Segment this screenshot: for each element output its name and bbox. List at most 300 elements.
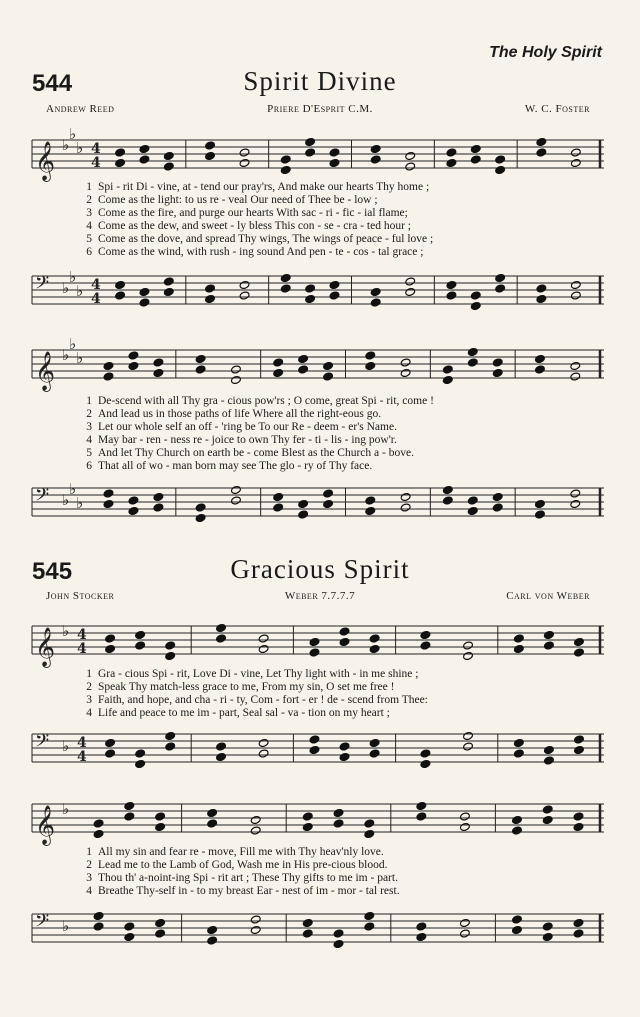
note-head: [302, 929, 313, 938]
note-head: [492, 368, 503, 377]
hymn-composer: Carl von Weber: [506, 590, 590, 602]
note-head: [329, 280, 340, 289]
note-head: [446, 158, 457, 167]
note-head: [495, 284, 506, 293]
note-head: [155, 918, 166, 927]
note-head: [128, 351, 139, 360]
note-head: [459, 812, 470, 821]
treble-clef-icon: 𝄞: [35, 627, 56, 667]
note-head: [542, 922, 553, 931]
bass-staff: [32, 900, 604, 960]
verse-text: All my sin and fear re - move, Fill me with Thy heav'nly love.: [98, 846, 384, 858]
note-head: [370, 144, 381, 153]
note-head: [470, 301, 481, 310]
time-signature-top: 4: [91, 277, 101, 293]
note-head: [570, 158, 581, 167]
note-head: [305, 137, 316, 146]
verse-text: Speak Thy match-less grace to me, From my sin, O set me free !: [98, 681, 395, 693]
note-head: [400, 368, 411, 377]
note-head: [93, 922, 104, 931]
note-head: [309, 745, 320, 754]
flat-icon: ♭: [76, 139, 84, 157]
note-head: [513, 738, 524, 747]
treble-staff: [32, 126, 604, 186]
note-head: [370, 155, 381, 164]
verse-number: 3: [86, 207, 92, 219]
section-header: The Holy Spirit: [489, 44, 602, 61]
note-head: [534, 510, 545, 519]
note-head: [309, 735, 320, 744]
note-head: [216, 623, 227, 632]
verse-number: 1: [86, 668, 92, 680]
note-head: [463, 742, 474, 751]
verse-number: 4: [86, 434, 92, 446]
note-head: [467, 506, 478, 515]
note-head: [124, 801, 135, 810]
note-head: [115, 291, 126, 300]
note-head: [135, 641, 146, 650]
flat-icon: ♭: [62, 136, 70, 154]
note-head: [512, 815, 523, 824]
verse-number: 3: [86, 872, 92, 884]
note-head: [574, 637, 585, 646]
note-head: [153, 503, 164, 512]
verse-text: Come as the dove, and spread Thy wings, The wings of peace - ful love ;: [98, 233, 434, 245]
verse-number: 2: [86, 681, 92, 693]
flat-icon: ♭: [69, 268, 77, 286]
flat-icon: ♭: [62, 800, 70, 818]
note-head: [364, 922, 375, 931]
note-head: [323, 499, 334, 508]
note-head: [309, 648, 320, 657]
verse-text: Thou th' a-noint-ing Spi - rit art ; These Thy gifts to me im - part.: [98, 872, 398, 884]
note-head: [512, 826, 523, 835]
note-head: [405, 151, 416, 160]
note-head: [216, 752, 227, 761]
hymn-number: 544: [32, 70, 73, 97]
note-head: [467, 496, 478, 505]
note-head: [165, 742, 176, 751]
note-head: [128, 506, 139, 515]
verse-number: 4: [86, 220, 92, 232]
verse-text: And lead us in those paths of life Where all the right-eous go.: [98, 408, 382, 420]
flat-icon: ♭: [76, 349, 84, 367]
note-head: [93, 829, 104, 838]
hymn-composer: W. C. Foster: [524, 103, 590, 115]
note-head: [298, 499, 309, 508]
note-head: [323, 361, 334, 370]
verse-number: 5: [86, 233, 92, 245]
note-head: [302, 822, 313, 831]
note-head: [333, 808, 344, 817]
note-head: [115, 148, 126, 157]
note-head: [400, 358, 411, 367]
note-head: [195, 503, 206, 512]
note-head: [128, 361, 139, 370]
note-head: [442, 496, 453, 505]
note-head: [536, 148, 547, 157]
verse-number: 6: [86, 246, 92, 258]
verse-number: 1: [86, 181, 92, 193]
note-head: [305, 284, 316, 293]
note-head: [369, 634, 380, 643]
treble-staff: [32, 612, 604, 672]
note-head: [420, 641, 431, 650]
note-head: [205, 141, 216, 150]
verse-number: 1: [86, 395, 92, 407]
note-head: [459, 918, 470, 927]
note-head: [365, 496, 376, 505]
note-head: [329, 291, 340, 300]
note-head: [93, 911, 104, 920]
note-head: [339, 742, 350, 751]
verse-number: 3: [86, 694, 92, 706]
note-head: [333, 939, 344, 948]
note-head: [258, 749, 269, 758]
flat-icon: ♭: [69, 125, 77, 143]
verse-text: May bar - ren - ness re - joice to own Thy fer - ti - lis - ing pow'r.: [98, 434, 397, 446]
note-head: [231, 365, 242, 374]
note-head: [231, 375, 242, 384]
bass-clef-icon: 𝄢: [35, 273, 50, 298]
flat-icon: ♭: [69, 335, 77, 353]
note-head: [139, 287, 150, 296]
flat-icon: ♭: [62, 346, 70, 364]
note-head: [93, 819, 104, 828]
note-head: [323, 372, 334, 381]
note-head: [570, 291, 581, 300]
note-head: [543, 630, 554, 639]
note-head: [135, 749, 146, 758]
note-head: [513, 749, 524, 758]
note-head: [364, 911, 375, 920]
note-head: [250, 815, 261, 824]
note-head: [258, 634, 269, 643]
note-head: [446, 291, 457, 300]
note-head: [139, 144, 150, 153]
note-head: [135, 759, 146, 768]
note-head: [163, 287, 174, 296]
note-head: [463, 731, 474, 740]
note-head: [195, 513, 206, 522]
flat-icon: ♭: [62, 622, 70, 640]
note-head: [416, 922, 427, 931]
note-head: [323, 489, 334, 498]
note-head: [298, 365, 309, 374]
note-head: [534, 354, 545, 363]
note-head: [446, 280, 457, 289]
note-head: [574, 648, 585, 657]
note-head: [258, 738, 269, 747]
hymn-author: John Stocker: [46, 590, 115, 602]
note-head: [400, 492, 411, 501]
note-head: [135, 630, 146, 639]
verse-text: Spi - rit Di - vine, at - tend our pray'rs, And make our hearts Thy home ;: [98, 181, 430, 193]
note-head: [195, 354, 206, 363]
note-head: [309, 637, 320, 646]
note-head: [442, 375, 453, 384]
note-head: [459, 822, 470, 831]
note-head: [124, 922, 135, 931]
note-head: [570, 372, 581, 381]
bass-clef-icon: 𝄢: [35, 485, 50, 510]
note-head: [400, 503, 411, 512]
note-head: [470, 155, 481, 164]
note-head: [239, 280, 250, 289]
time-signature-top: 4: [91, 141, 101, 157]
note-head: [573, 918, 584, 927]
note-head: [370, 287, 381, 296]
note-head: [339, 627, 350, 636]
note-head: [231, 496, 242, 505]
note-head: [124, 812, 135, 821]
hymn-title: Spirit Divine: [243, 66, 397, 96]
note-head: [105, 634, 116, 643]
verse-number: 4: [86, 885, 92, 897]
note-head: [280, 165, 291, 174]
note-head: [280, 284, 291, 293]
verse-text: Breathe Thy-self in - to my breast Ear - nest of im - mor - tal rest.: [98, 885, 400, 897]
note-head: [534, 365, 545, 374]
verse-number: 5: [86, 447, 92, 459]
note-head: [205, 294, 216, 303]
note-head: [333, 819, 344, 828]
hymn-tune: Weber 7.7.7.7: [284, 590, 356, 602]
note-head: [105, 749, 116, 758]
note-head: [365, 361, 376, 370]
bass-clef-icon: 𝄢: [35, 731, 50, 756]
note-head: [570, 280, 581, 289]
time-signature-top: 4: [77, 627, 87, 643]
note-head: [329, 148, 340, 157]
note-head: [273, 358, 284, 367]
note-head: [542, 805, 553, 814]
note-head: [139, 298, 150, 307]
note-head: [155, 812, 166, 821]
time-signature-bottom: 4: [91, 291, 101, 307]
note-head: [205, 151, 216, 160]
note-head: [442, 485, 453, 494]
note-head: [207, 808, 218, 817]
note-head: [570, 499, 581, 508]
note-head: [365, 351, 376, 360]
note-head: [405, 287, 416, 296]
note-head: [165, 651, 176, 660]
note-head: [163, 277, 174, 286]
note-head: [513, 644, 524, 653]
treble-staff: [32, 790, 604, 850]
note-head: [470, 144, 481, 153]
note-head: [273, 368, 284, 377]
note-head: [207, 819, 218, 828]
note-head: [534, 499, 545, 508]
note-head: [536, 137, 547, 146]
note-head: [155, 822, 166, 831]
note-head: [512, 915, 523, 924]
note-head: [574, 745, 585, 754]
note-head: [216, 742, 227, 751]
note-head: [542, 815, 553, 824]
note-head: [250, 925, 261, 934]
verse-text: Let our whole self an off - 'ring be To our Re - deem - er's Name.: [98, 421, 397, 433]
note-head: [492, 503, 503, 512]
note-head: [273, 503, 284, 512]
verse-number: 2: [86, 194, 92, 206]
note-head: [305, 148, 316, 157]
note-head: [543, 745, 554, 754]
note-head: [155, 929, 166, 938]
verse-number: 1: [86, 846, 92, 858]
verse-text: Lead me to the Lamb of God, Wash me in His pre-cious blood.: [98, 859, 388, 871]
flat-icon: ♭: [62, 917, 70, 935]
note-head: [370, 298, 381, 307]
hymn-number: 545: [32, 558, 73, 585]
verse-text: De-scend with all Thy gra - cious pow'rs ; O come, great Spi - rit, come !: [98, 395, 434, 407]
note-head: [128, 496, 139, 505]
note-head: [463, 651, 474, 660]
note-head: [195, 365, 206, 374]
treble-clef-icon: 𝄞: [35, 141, 56, 181]
note-head: [231, 485, 242, 494]
note-head: [405, 162, 416, 171]
time-signature-bottom: 4: [77, 641, 87, 657]
verse-number: 3: [86, 421, 92, 433]
verse-text: Gra - cious Spi - rit, Love Di - vine, Let Thy light with - in me shine ;: [98, 668, 419, 680]
note-head: [492, 358, 503, 367]
note-head: [364, 829, 375, 838]
note-head: [139, 155, 150, 164]
note-head: [364, 819, 375, 828]
note-head: [536, 284, 547, 293]
note-head: [495, 165, 506, 174]
note-head: [512, 925, 523, 934]
note-head: [542, 932, 553, 941]
note-head: [153, 358, 164, 367]
note-head: [302, 918, 313, 927]
note-head: [573, 812, 584, 821]
note-head: [339, 752, 350, 761]
verse-text: That all of wo - man born may see The glo - ry of Thy face.: [98, 460, 373, 472]
flat-icon: ♭: [62, 279, 70, 297]
note-head: [153, 368, 164, 377]
note-head: [302, 812, 313, 821]
treble-clef-icon: 𝄞: [35, 805, 56, 845]
flat-icon: ♭: [69, 480, 77, 498]
note-head: [570, 148, 581, 157]
note-head: [115, 158, 126, 167]
note-head: [298, 510, 309, 519]
time-signature-top: 4: [77, 735, 87, 751]
note-head: [280, 155, 291, 164]
note-head: [365, 506, 376, 515]
note-head: [105, 644, 116, 653]
note-head: [153, 492, 164, 501]
note-head: [369, 644, 380, 653]
note-head: [239, 291, 250, 300]
note-head: [103, 361, 114, 370]
note-head: [446, 148, 457, 157]
note-head: [420, 630, 431, 639]
note-head: [420, 759, 431, 768]
note-head: [574, 735, 585, 744]
hymn-author: Andrew Reed: [46, 103, 115, 115]
note-head: [163, 162, 174, 171]
treble-staff: [32, 336, 604, 396]
hymn-tune: Priere D'Esprit C.M.: [267, 103, 373, 115]
note-head: [105, 738, 116, 747]
note-head: [513, 634, 524, 643]
flat-icon: ♭: [62, 737, 70, 755]
flat-icon: ♭: [76, 282, 84, 300]
verse-text: Come as the wind, with rush - ing sound And pen - te - cos - tal grace ;: [98, 246, 424, 258]
bass-staff: [32, 474, 604, 534]
note-head: [258, 644, 269, 653]
note-head: [536, 294, 547, 303]
note-head: [280, 273, 291, 282]
verse-text: And let Thy Church on earth be - come Blest as the Church a - bove.: [98, 447, 414, 459]
note-head: [467, 358, 478, 367]
note-head: [103, 499, 114, 508]
note-head: [165, 731, 176, 740]
note-head: [495, 273, 506, 282]
note-head: [369, 749, 380, 758]
note-head: [570, 361, 581, 370]
note-head: [339, 637, 350, 646]
note-head: [495, 155, 506, 164]
note-head: [124, 932, 135, 941]
note-head: [115, 280, 126, 289]
note-head: [543, 641, 554, 650]
note-head: [463, 641, 474, 650]
note-head: [416, 801, 427, 810]
verse-number: 2: [86, 408, 92, 420]
note-head: [459, 929, 470, 938]
note-head: [163, 151, 174, 160]
note-head: [165, 641, 176, 650]
note-head: [420, 749, 431, 758]
note-head: [216, 634, 227, 643]
note-head: [305, 294, 316, 303]
note-head: [207, 925, 218, 934]
note-head: [543, 756, 554, 765]
time-signature-bottom: 4: [91, 155, 101, 171]
note-head: [205, 284, 216, 293]
bass-staff: [32, 720, 604, 780]
note-head: [442, 365, 453, 374]
note-head: [239, 158, 250, 167]
verse-number: 2: [86, 859, 92, 871]
note-head: [207, 936, 218, 945]
treble-clef-icon: 𝄞: [35, 351, 56, 391]
verse-number: 6: [86, 460, 92, 472]
note-head: [492, 492, 503, 501]
note-head: [333, 929, 344, 938]
verse-number: 4: [86, 707, 92, 719]
note-head: [369, 738, 380, 747]
note-head: [416, 812, 427, 821]
note-head: [405, 277, 416, 286]
verse-text: Come as the dew, and sweet - ly bless This con - se - cra - ted hour ;: [98, 220, 411, 232]
verse-text: Life and peace to me im - part, Seal sal - va - tion on my heart ;: [98, 707, 390, 719]
note-head: [573, 929, 584, 938]
note-head: [103, 372, 114, 381]
note-head: [273, 492, 284, 501]
verse-text: Faith, and hope, and cha - ri - ty, Com - fort - er ! de - scend from Thee:: [98, 694, 428, 706]
note-head: [250, 915, 261, 924]
note-head: [329, 158, 340, 167]
note-head: [416, 932, 427, 941]
note-head: [239, 148, 250, 157]
